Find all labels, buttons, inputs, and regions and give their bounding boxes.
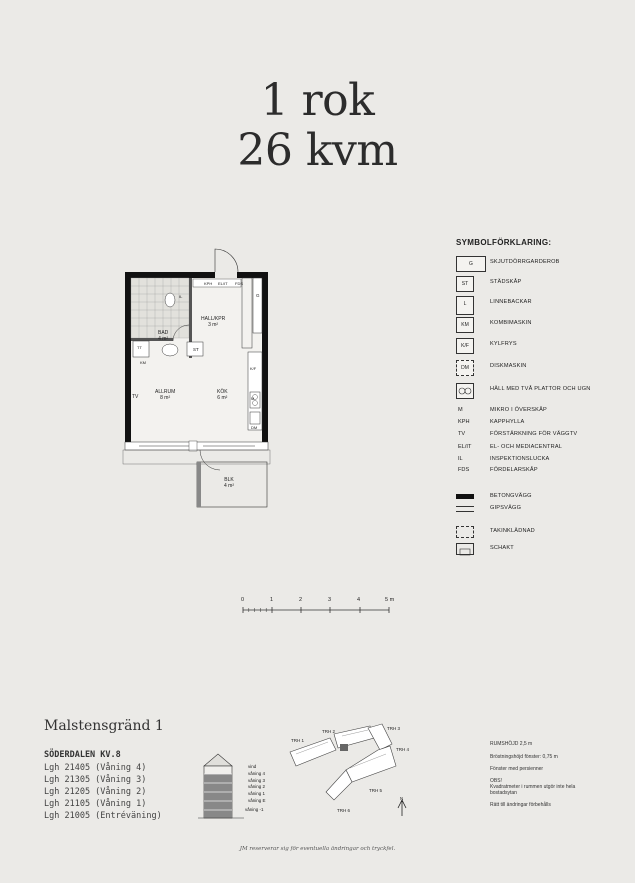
sink [162, 344, 178, 356]
apartment-line: Lgh 21205 (Våning 2) [44, 787, 147, 797]
entry-door-swing [215, 249, 238, 272]
balcony-door [189, 441, 197, 451]
closet-symbol-icon: ST [456, 276, 474, 292]
info-line: OBS! [490, 778, 502, 784]
balcony-side [197, 462, 201, 507]
info-line: RUMSHÖJD 2,5 m [490, 741, 533, 747]
il-label: IL [179, 294, 183, 299]
m-label: M [251, 396, 255, 401]
shaft-symbol-icon [456, 543, 474, 555]
km-label: KM [140, 360, 146, 365]
g-label: G [256, 293, 260, 298]
east-wall [262, 272, 268, 450]
highlighted-building [340, 744, 348, 751]
legend-abbr: EL/IT EL- OCH MEDIACENTRAL [458, 444, 563, 450]
dishwasher-symbol-icon: DM [456, 360, 474, 376]
legend-abbr: FDS FÖRDELARSKÅP [458, 467, 538, 473]
ceiling-cover-symbol-icon [456, 526, 474, 538]
legend-abbr: IL INSPEKTIONSLUCKA [458, 456, 550, 462]
apartment-line: Lgh 21305 (Våning 3) [44, 775, 147, 785]
plaster-wall-symbol-icon [456, 506, 474, 512]
site-label: TRH 1 [291, 738, 305, 743]
hat-shelf [193, 279, 241, 287]
highlighted-floor [204, 774, 232, 783]
site-plan [282, 720, 412, 820]
fds-label: FDS [235, 281, 243, 286]
north-wall [125, 272, 268, 278]
room-balcony: BLK 4 m² [224, 477, 234, 489]
stove-symbol-icon [456, 383, 474, 399]
room-count-title: 1 rok [260, 75, 375, 126]
legend-extra: TAKINKLÄDNAD [456, 525, 626, 543]
room-kitchen: KÖK 6 m² [217, 389, 228, 401]
legend-item: G SKJUTDÖRRGARDEROB [456, 256, 626, 274]
site-label: TRH 6 [337, 808, 351, 813]
apartment-line: Lgh 21105 (Våning 1) [44, 799, 147, 809]
kph-label: KPH [204, 281, 213, 286]
legend-extra: SCHAKT [456, 542, 626, 560]
info-line: Fönster med persienner [490, 766, 544, 772]
legend-wall: BETONGVÄGG [456, 490, 626, 508]
legend-wall: GIPSVÄGG [456, 502, 626, 520]
bathroom-tiles [131, 278, 189, 338]
legend-item: K/F KYLFRYS [456, 338, 626, 356]
elit-label: EL/IT [218, 281, 228, 286]
legend-item: HÄLL MED TVÅ PLATTOR OCH UGN [456, 383, 626, 401]
toilet [165, 293, 175, 307]
disclaimer: JM reserverar sig för eventuella ändringar och tryckfel. [239, 846, 396, 852]
info-line: Kvadratmeter i rummen utgör inte hela bostadsytan [490, 784, 576, 796]
site-label: TRH 2 [322, 729, 336, 734]
concrete-wall-symbol-icon [456, 494, 474, 499]
wardrobe-symbol-icon: G [456, 256, 486, 272]
section-floor-labels: vind våning 4 våning 3 våning 2 våning 1 våning E våning -1 [245, 764, 266, 812]
apartment-line: Lgh 21405 (Våning 4) [44, 763, 147, 773]
north-arrow-icon [398, 800, 406, 816]
room-living: ALLRUM 8 m² [155, 389, 176, 401]
legend-item: DM DISKMASKIN [456, 360, 626, 378]
legend-item: ST STÄDSKÅP [456, 276, 626, 294]
legend-item: L LINNEBACKAR [456, 296, 626, 314]
address: Malstensgränd 1 [44, 718, 164, 734]
apartment-line: Lgh 21005 (Entréväning) [44, 811, 162, 821]
legend-item: KM KOMBIMASKIN [456, 317, 626, 335]
combi-machine-symbol-icon: KM [456, 317, 474, 333]
info-line: Bröstningshöjd fönster: 0,75 m [490, 754, 558, 760]
scale-tick: 2 [299, 597, 303, 603]
wardrobe [253, 278, 262, 333]
site-label: TRH 3 [387, 726, 401, 731]
scale-tick: 0 [241, 597, 245, 603]
site-label: TRH 5 [369, 788, 383, 793]
project-name: SÖDERDALEN KV.8 [44, 750, 121, 760]
linen-symbol-icon: L [456, 296, 474, 315]
building-section [198, 752, 246, 822]
room-bath: BAD 4 m² [158, 330, 169, 342]
site-label: N [400, 796, 404, 801]
room-hall: HALL/KPR 3 m² [201, 316, 226, 328]
site-label: TRH 4 [396, 747, 410, 752]
info-line: Rätt till ändringar förbehålls [490, 802, 551, 808]
tv-label: TV [132, 394, 139, 400]
scale-tick: 4 [357, 597, 361, 603]
entry-gap [215, 271, 237, 279]
scale-bar [240, 605, 400, 615]
fridge-symbol-icon: K/F [456, 338, 474, 354]
legend-abbr: TV FÖRSTÄRKNING FÖR VÄGGTV [458, 431, 578, 437]
scale-tick: 5 m [385, 597, 395, 603]
legend-title: SYMBOLFÖRKLARING: [456, 238, 552, 247]
legend-abbr: KPH KAPPHYLLA [458, 419, 525, 425]
west-wall [125, 272, 131, 450]
scale-tick: 3 [328, 597, 332, 603]
legend-abbr: M MIKRO I ÖVERSKÅP [458, 407, 547, 413]
balcony-door-swing [200, 450, 220, 470]
dm-label: DM [251, 425, 258, 430]
floor-plan [115, 242, 275, 512]
kf-label: K/F [250, 366, 257, 371]
area-title: 26 kvm [237, 125, 398, 176]
scale-tick: 1 [270, 597, 274, 603]
st-label: ST [193, 347, 199, 352]
tt-label: TT [137, 345, 142, 350]
